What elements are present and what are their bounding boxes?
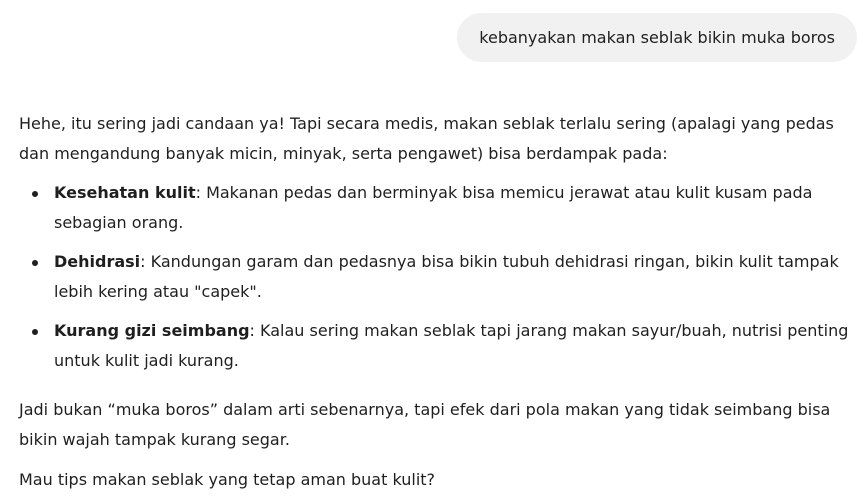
list-item-text: : Kandungan garam dan pedasnya bisa bikin tubuh dehidrasi ringan, bikin kulit tampak lebih kering atau "capek".	[54, 252, 839, 301]
bullet-dot-icon	[32, 260, 38, 266]
response-closing: Jadi bukan “muka boros” dalam arti sebenarnya, tapi efek dari pola makan yang tidak seimbang bisa bikin wajah tampak kurang segar.	[19, 400, 831, 449]
response-intro: Hehe, itu sering jadi candaan ya! Tapi secara medis, makan seblak terlalu sering (apalagi yang pedas dan mengandung banyak micin, minyak, serta pengawet) bisa berdampak pada:	[19, 114, 834, 163]
list-item	[19, 247, 853, 307]
assistant-response	[19, 109, 853, 495]
list-item-text: : Kalau sering makan seblak tapi jarang makan sayur/buah, nutrisi penting untuk kulit jadi kurang.	[54, 321, 849, 370]
list-item-title: Dehidrasi	[54, 252, 141, 271]
bullet-dot-icon	[32, 329, 38, 335]
user-message-bubble	[457, 13, 857, 62]
response-bullet-list	[19, 178, 853, 376]
list-item-title: Kurang gizi seimbang	[54, 321, 250, 340]
user-message-text: kebanyakan makan seblak bikin muka boros	[479, 28, 835, 47]
list-item	[19, 316, 853, 376]
list-item-title: Kesehatan kulit	[54, 183, 196, 202]
response-follow-up-question: Mau tips makan seblak yang tetap aman buat kulit?	[19, 470, 436, 489]
bullet-dot-icon	[32, 191, 38, 197]
list-item-text: : Makanan pedas dan berminyak bisa memicu jerawat atau kulit kusam pada sebagian orang.	[54, 183, 813, 232]
list-item	[19, 178, 853, 238]
